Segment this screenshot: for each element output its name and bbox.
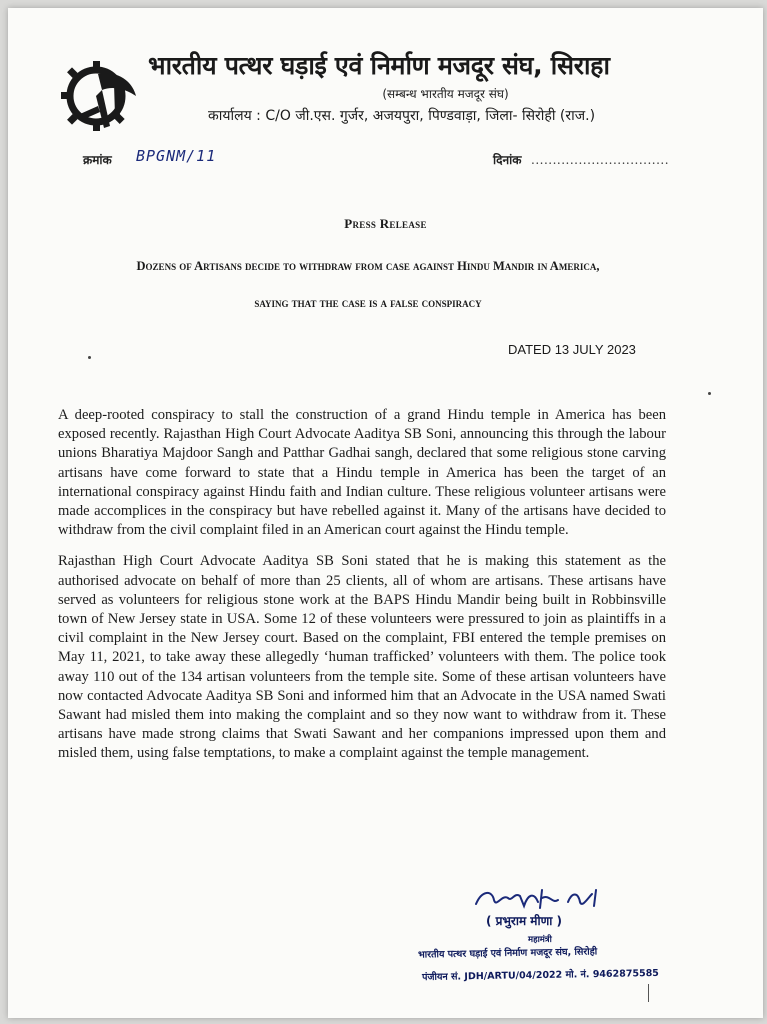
office-address: कार्यालय : C/O जी.एस. गुर्जर, अजयपुरा, पिण्डवाड़ा, जिला- सिरोही (राज.) [208, 108, 596, 124]
stray-dot [708, 392, 711, 395]
affiliation-line: (सम्बन्ध भारतीय मजदूर संघ) [382, 87, 509, 101]
organization-name: भारतीय पत्थर घड़ाई एवं निर्माण मजदूर संघ, सिराहा [148, 51, 610, 80]
date-label: दिनांक [493, 153, 522, 167]
headline [63, 248, 673, 322]
reference-label: क्रमांक [83, 153, 112, 167]
headline-line-1: Dozens of Artisans decide to withdraw from case against Hindu Mandir in America, [136, 259, 600, 273]
press-release-title: Press Release [344, 216, 427, 231]
stamp-mark [648, 984, 649, 1002]
paragraph-2: Rajasthan High Court Advocate Aaditya SB Soni stated that he is making this statement as the authorised advocate on behalf of more than 25 clients, all of whom are artisans. These artisans have served as volunteers for religious stone work at the BAPS Hindu Mandir being built in Robbinsville town of New Jersey state in USA. Some 12 of these volunteers were pressured to join as plaintiffs in a civil complaint in the New Jersey court. Based on the complaint, FBI entered the temple premises on May 11, 2021, to take away these allegedly ‘human trafficked’ volunteers with them. The police took away 110 out of the 134 artisan volunteers from the temple site. Some of these artisan volunteers have now contacted Advocate Aaditya SB Soni and informed him that an Advocate in the USA named Swati Sawant had misled them into making the complaint and so they now want to withdraw from it. These artisans have made strong claims that Swati Sawant and her companions impressed upon them and misled them, using false temptations, to make a complaint against the temple management. [58, 553, 666, 762]
signature-block [408, 884, 708, 1014]
headline-line-2: saying that the case is a false conspiracy [254, 296, 482, 310]
handwritten-signature [468, 884, 618, 914]
document-page [8, 8, 763, 1018]
body-text [58, 406, 666, 776]
paragraph-1: A deep-rooted conspiracy to stall the construction of a grand Hindu temple in America has been exposed recently. Rajasthan High Court Advocate Aaditya SB Soni, announcing this through the labour unions Bharatiya Majdoor Sangh and Patthar Gadhai sangh, declared that some religious stone carving artisans have come forward to state that a Hindu temple in America has been the target of an international conspiracy against Hindu faith and Indian culture. These religious volunteer artisans were made accomplices in the conspiracy but have rebelled against it. Many of the artisans have decided to withdraw from the civil complaint filed in an American court against the Hindu temple. [58, 407, 666, 539]
stamp-organization: भारतीय पत्थर घड़ाई एवं निर्माण मजदूर संघ, सिरोही [417, 946, 598, 961]
stamp-registration: पंजीयन सं. JDH/ARTU/04/2022 मो. नं. 9462875585 [421, 967, 659, 984]
date-blank: ................................ [531, 153, 670, 167]
reference-number: BPGNM/11 [136, 147, 217, 165]
signatory-title: महामंत्री [528, 935, 552, 945]
reference-row [63, 147, 703, 177]
signatory-name: ( प्रभुराम मीणा ) [486, 914, 563, 928]
release-date: DATED 13 JULY 2023 [508, 342, 636, 357]
stray-dot [88, 356, 91, 359]
